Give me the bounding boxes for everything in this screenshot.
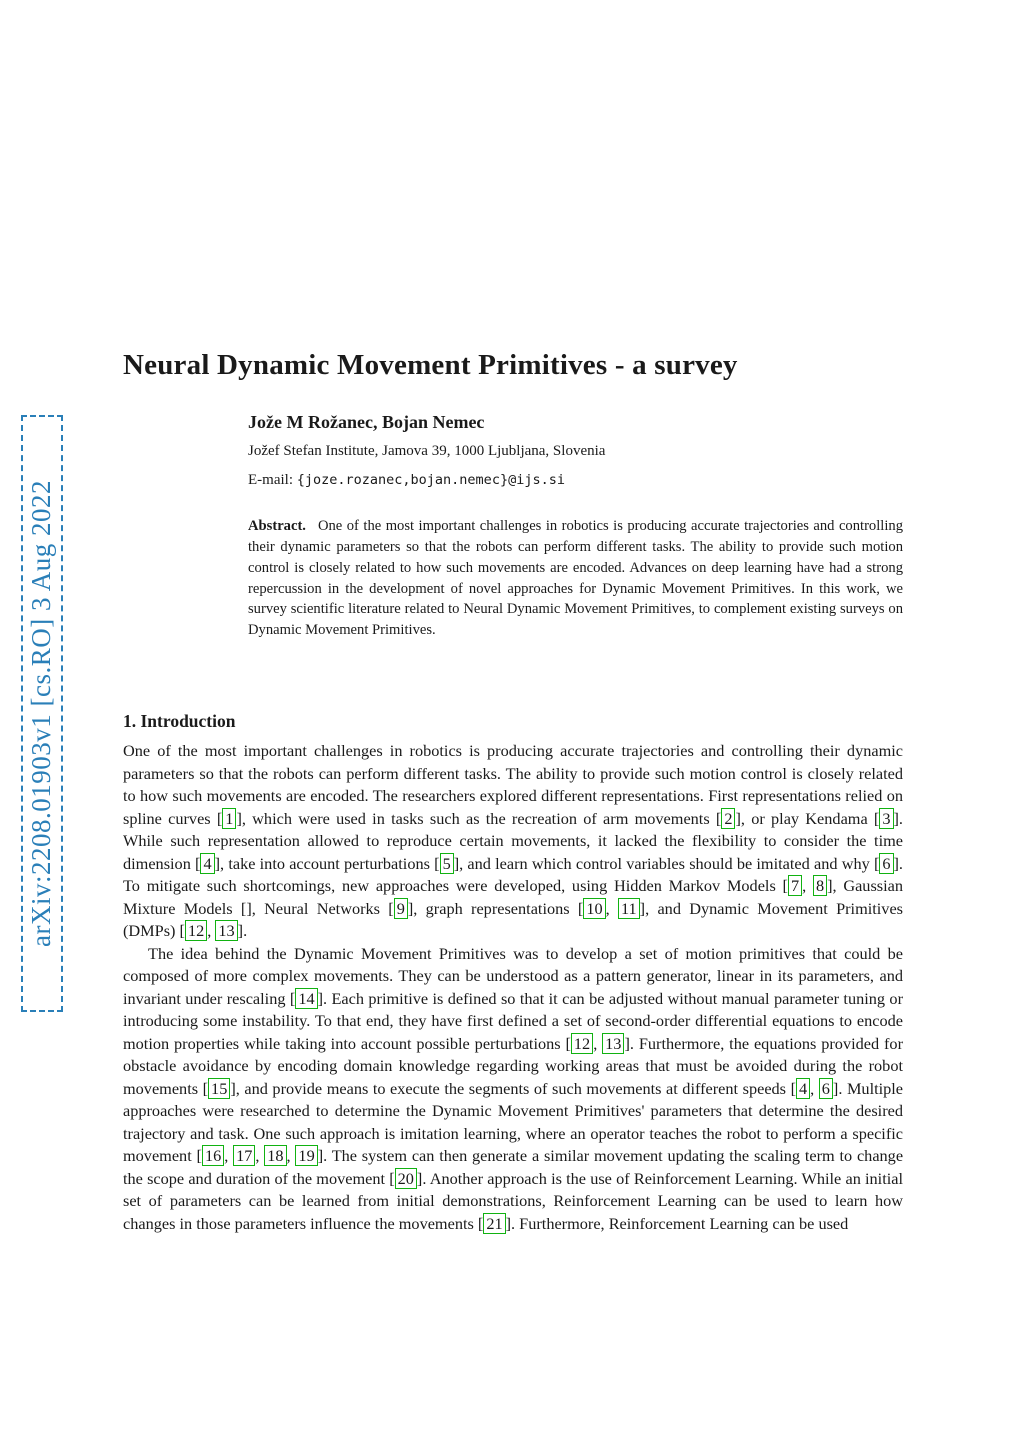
citation-link[interactable]: 17	[233, 1145, 255, 1166]
citation-link[interactable]: 11	[618, 898, 640, 919]
paragraph: One of the most important challenges in robotics is producing accurate trajectories and controlling their dynamic parameters so that the robots can perform different tasks. The ability to provide such motion control is closely related to how such movements are encoded. The researchers explored different representations. First representations relied on spline curves [ 1 ], which were used in tasks such as the recreation of arm movements [ 2 ], or play Kendama [ 3 ]. While such representation allowed to reproduce certain movements, it lacked the flexibility to consider the time dimension [ 4 ], take into account perturbations [ 5 ], and learn which control variables should be imitated and why [ 6 ]. To mitigate such shortcomings, new approaches were developed, using Hidden Markov Models [ 7 , 8 ], Gaussian Mixture Models [], Neural Networks [ 9 ], graph representations [ 10 , 11 ], and Dynamic Movement Primitives (DMPs) [ 12 , 13 ].	[123, 741, 904, 941]
citation-link[interactable]: 13	[215, 920, 237, 941]
citation-link[interactable]: 5	[440, 853, 454, 874]
citation-link[interactable]: 16	[202, 1145, 224, 1166]
affiliation: Jožef Stefan Institute, Jamova 39, 1000 Ljubljana, Slovenia	[248, 443, 606, 459]
citation-link[interactable]: 1	[222, 808, 236, 829]
citation-link[interactable]: 3	[879, 808, 893, 829]
abstract	[248, 516, 903, 641]
citation-link[interactable]: 6	[879, 853, 893, 874]
intro-paragraphs	[123, 740, 903, 1235]
abstract-text: One of the most important challenges in robotics is producing accurate trajectories and controlling their dynamic parameters so that the robots can perform different tasks. The ability to provide such motion control is closely related to how such movements are encoded. Advances on deep learning have had a strong repercussion in the development of novel approaches for Dynamic Movement Primitives. In this work, we survey scientific literature related to Neural Dynamic Movement Primitives, to complement existing surveys on Dynamic Movement Primitives.	[248, 518, 903, 639]
citation-link[interactable]: 9	[394, 898, 408, 919]
paragraph: The idea behind the Dynamic Movement Primitives was to develop a set of motion primitives that could be composed of more complex movements. They can be understood as a pattern generator, linear in its parameters, and invariant under rescaling [ 14 ]. Each primitive is defined so that it can be adjusted without manual parameter tuning or introducing some instability. To that end, they have first defined a set of second-order differential equations to encode motion properties while taking into account possible perturbations [ 12 , 13 ]. Furthermore, the equations provided for obstacle avoidance by encoding domain knowledge regarding working areas that must be avoided during the robot movements [ 15 ], and provide means to execute the segments of such movements at different speeds [ 4 , 6 ]. Multiple approaches were researched to determine the Dynamic Movement Primitives' parameters that determine the desired trajectory and task. One such approach is imitation learning, where an operator teaches the robot to perform a specific movement [ 16 , 17 , 18 , 19 ]. The system can then generate a similar movement updating the scaling term to change the scope and duration of the movement [ 20 ]. Another approach is the use of Reinforcement Learning. While an initial set of parameters can be learned from initial demonstrations, Reinforcement Learning can be used to learn how changes in those parameters influence the movements [ 21 ]. Furthermore, Reinforcement Learning can be used	[123, 943, 904, 1233]
email-address: {joze.rozanec,bojan.nemec}@ijs.si	[296, 472, 565, 488]
citation-link[interactable]: 12	[571, 1033, 593, 1054]
citation-link[interactable]: 4	[200, 853, 214, 874]
citation-link[interactable]: 21	[483, 1213, 505, 1234]
arxiv-stamp	[21, 415, 63, 1012]
arxiv-stamp-text: arXiv:2208.01903v1 [cs.RO] 3 Aug 2022	[26, 480, 56, 947]
citation-link[interactable]: 2	[721, 808, 735, 829]
main-content	[123, 349, 903, 1235]
citation-link[interactable]: 6	[819, 1078, 833, 1099]
citation-link[interactable]: 14	[295, 988, 317, 1009]
author-block	[248, 412, 903, 641]
citation-link[interactable]: 18	[264, 1145, 286, 1166]
citation-link[interactable]: 8	[813, 875, 827, 896]
citation-link[interactable]: 4	[796, 1078, 810, 1099]
citation-link[interactable]: 13	[602, 1033, 624, 1054]
citation-link[interactable]: 7	[788, 875, 802, 896]
page-title: Neural Dynamic Movement Primitives - a survey	[123, 349, 738, 381]
citation-link[interactable]: 20	[395, 1168, 417, 1189]
section-heading-introduction: 1. Introduction	[123, 711, 236, 732]
citation-link[interactable]: 15	[208, 1078, 230, 1099]
citation-link[interactable]: 10	[583, 898, 605, 919]
email-line	[248, 472, 903, 489]
abstract-label: Abstract.	[248, 518, 306, 534]
author-names: Jože M Rožanec, Bojan Nemec	[248, 412, 485, 432]
citation-link[interactable]: 12	[185, 920, 207, 941]
citation-link[interactable]: 19	[295, 1145, 317, 1166]
email-label: E-mail:	[248, 472, 293, 488]
